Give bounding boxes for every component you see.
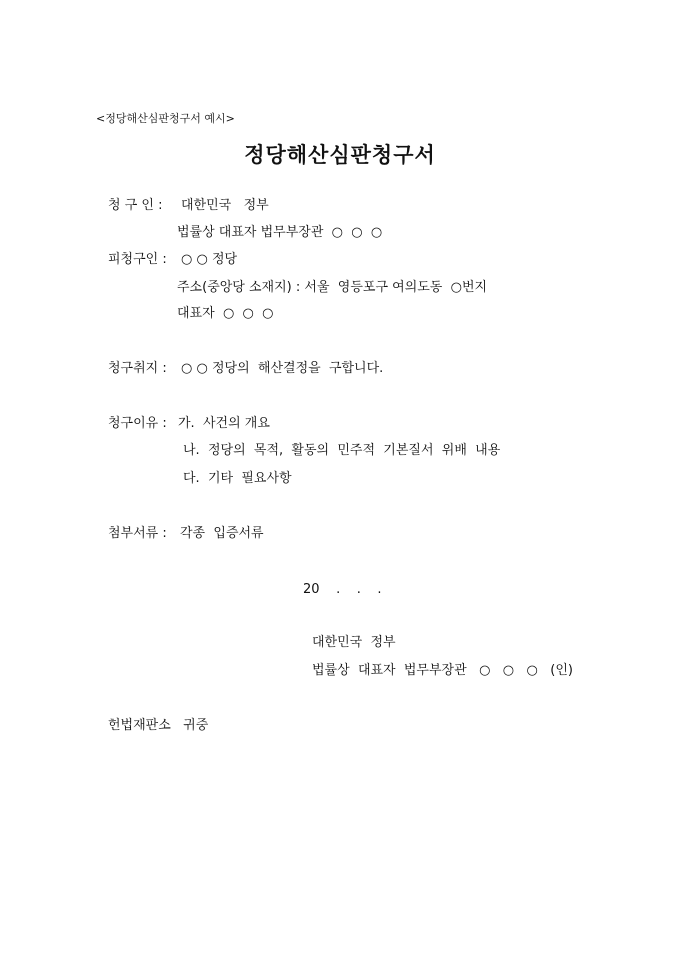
claimant-label: 청 구 인 : [108, 198, 163, 213]
reason-item: 다. 기타 필요사항 [183, 471, 292, 486]
claimant-representative: 법률상 대표자 법무부장관 ○ ○ ○ [177, 225, 383, 240]
purpose-text: ○ ○ 정당의 해산결정을 구합니다. [181, 361, 384, 376]
attachments-text: 각종 입증서류 [180, 526, 264, 541]
reasons-label: 청구이유 : [108, 416, 167, 431]
reason-item: 나. 정당의 목적, 활동의 민주적 기본질서 위배 내용 [183, 443, 501, 458]
respondent-address: 주소(중앙당 소재지) : 서울 영등포구 여의도동 ○번지 [177, 280, 488, 295]
attachments-label: 첨부서류 : [108, 526, 167, 541]
reason-item: 가. 사건의 개요 [178, 416, 270, 431]
respondent-representative: 대표자 ○ ○ ○ [177, 306, 274, 321]
respondent-label: 피청구인 : [108, 252, 167, 267]
claimant-name: 대한민국 정부 [181, 198, 269, 213]
signature-line: 법률상 대표자 법무부장관 ○ ○ ○ (인) [312, 663, 573, 678]
respondent-name: ○ ○ 정당 [181, 252, 238, 267]
document-date: 20 . . . [303, 582, 382, 597]
document-title: 정당해산심판청구서 [244, 142, 436, 167]
closing-recipient: 헌법재판소 귀중 [108, 718, 209, 733]
purpose-label: 청구취지 : [108, 361, 167, 376]
example-caption: <정당해산심판청구서 예시> [96, 112, 235, 125]
signature-line: 대한민국 정부 [312, 635, 396, 650]
